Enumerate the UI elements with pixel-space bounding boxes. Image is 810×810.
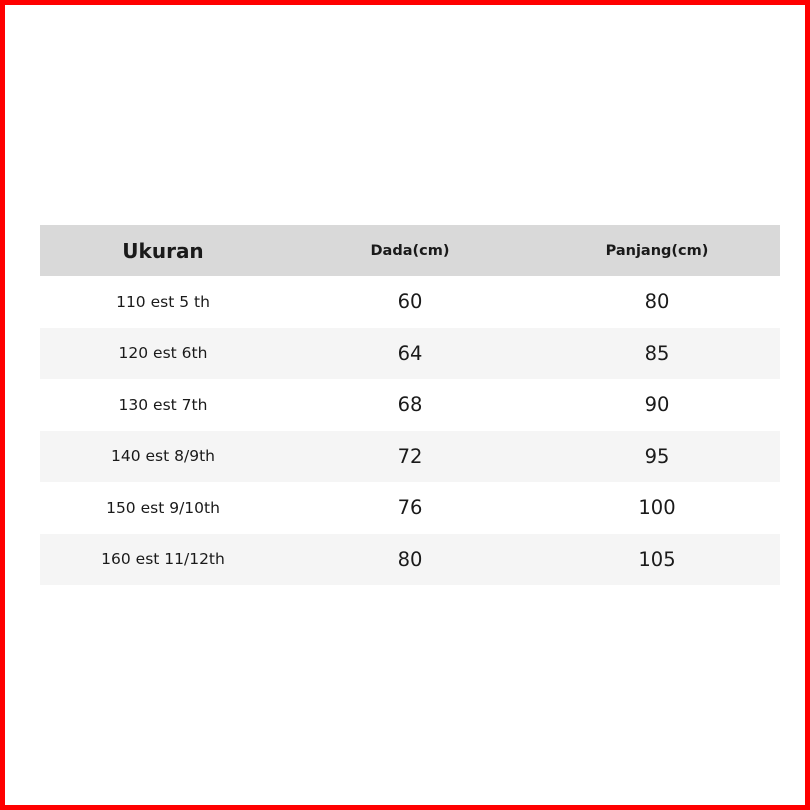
- table-row: [40, 328, 780, 380]
- header-panjang: Panjang(cm): [605, 242, 709, 259]
- cell-dada: 68: [397, 393, 423, 417]
- table-row: [40, 431, 780, 483]
- cell-panjang: 100: [638, 496, 676, 520]
- cell-panjang: 80: [644, 290, 670, 314]
- cell-panjang: 95: [644, 444, 670, 468]
- cell-ukuran: 130 est 7th: [118, 395, 208, 414]
- cell-ukuran: 150 est 9/10th: [106, 498, 220, 517]
- header-dada: Dada(cm): [370, 242, 450, 259]
- cell-ukuran: 140 est 8/9th: [111, 447, 215, 466]
- table-row: [40, 276, 780, 328]
- cell-panjang: 90: [644, 393, 670, 417]
- cell-ukuran: 120 est 6th: [118, 344, 208, 363]
- cell-dada: 60: [397, 290, 423, 314]
- cell-dada: 76: [397, 496, 423, 520]
- cell-dada: 72: [397, 444, 423, 468]
- cell-ukuran: 110 est 5 th: [116, 292, 210, 311]
- cell-ukuran: 160 est 11/12th: [101, 550, 225, 569]
- cell-panjang: 85: [644, 341, 670, 365]
- size-chart-table: [40, 225, 780, 585]
- cell-panjang: 105: [638, 547, 676, 571]
- table-row: [40, 482, 780, 534]
- cell-dada: 80: [397, 547, 423, 571]
- table-row: [40, 379, 780, 431]
- table-header-row: [40, 225, 780, 276]
- table-row: [40, 534, 780, 586]
- header-ukuran: Ukuran: [122, 238, 204, 263]
- cell-dada: 64: [397, 341, 423, 365]
